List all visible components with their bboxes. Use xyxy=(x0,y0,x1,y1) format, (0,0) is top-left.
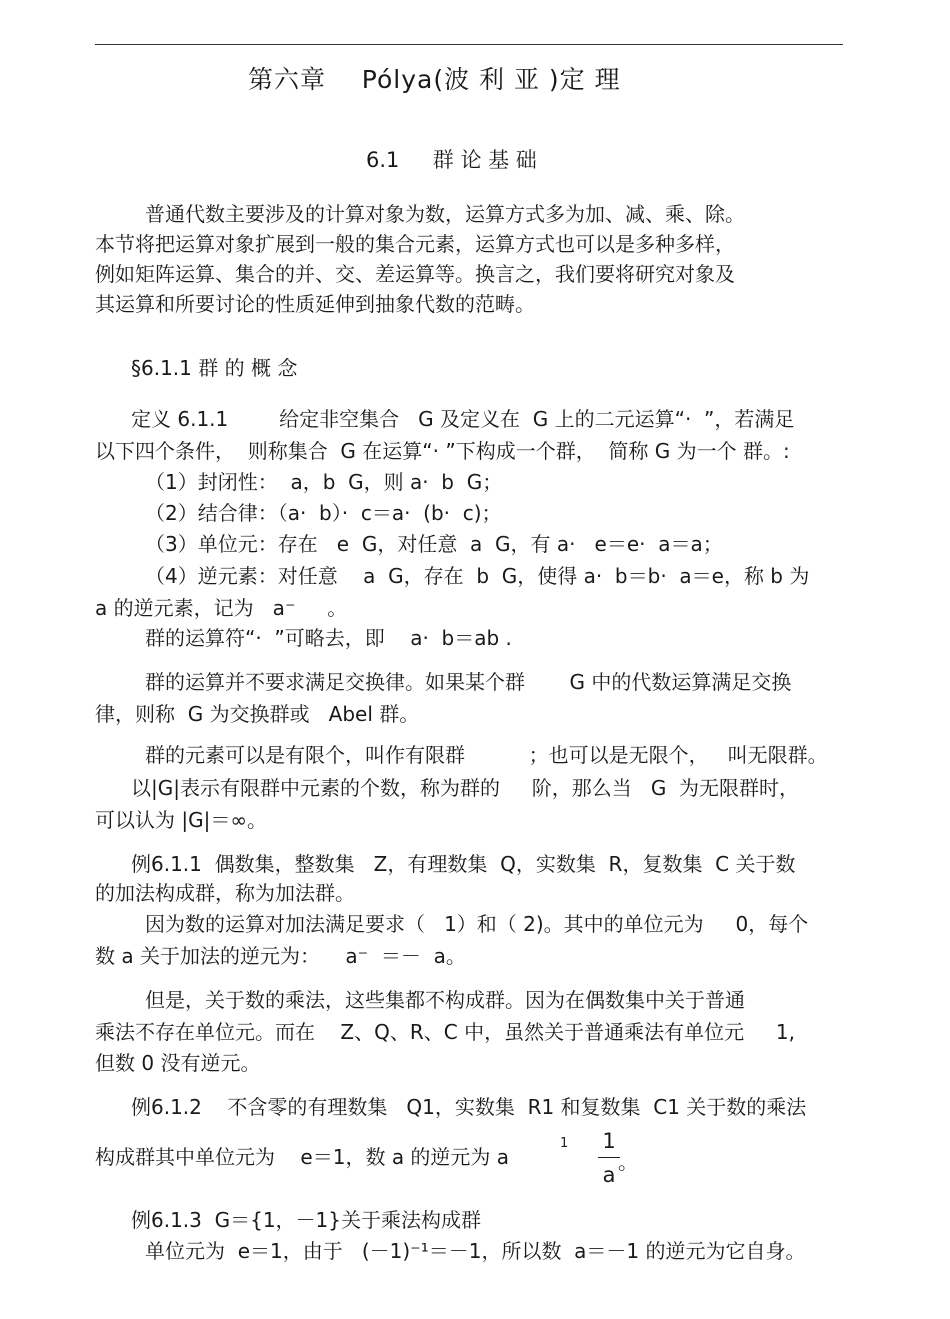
definition-line: 以下四个条件， 则称集合 G 在运算“· ”下构成一个群， 简称 G 为一个 群。: xyxy=(95,439,790,463)
fraction-bar xyxy=(598,1157,620,1158)
commutative-line: 群的运算并不要求满足交换律。如果某个群 G 中的代数运算满足交换 xyxy=(145,670,792,694)
operator-omit-line: 群的运算符“· ”可略去，即 a· b＝ab . xyxy=(145,626,512,650)
example-6-1-1-line: 例6.1.1 偶数集，整数集 Z，有理数集 Q，实数集 R，复数集 C 关于数 xyxy=(131,852,796,876)
intro-line: 例如矩阵运算、集合的并、交、差运算等。换言之，我们要将研究对象及 xyxy=(95,262,735,286)
intro-line: 其运算和所要讨论的性质延伸到抽象代数的范畴。 xyxy=(95,292,535,316)
group-order-line: 可以认为 |G|＝∞。 xyxy=(95,808,267,832)
fraction-denominator: a xyxy=(602,1163,616,1187)
inverse-superscript: 1 xyxy=(560,1136,569,1151)
condition-closure: （1）封闭性： a，b G，则 a· b G； xyxy=(145,470,503,494)
definition-line: 定义 6.1.1 给定非空集合 G 及定义在 G 上的二元运算“· ”，若满足 xyxy=(131,407,795,431)
reciprocal-fraction xyxy=(598,1128,620,1188)
multiplication-line: 但是，关于数的乘法，这些集都不构成群。因为在偶数集中关于普通 xyxy=(145,988,745,1012)
fraction-period: 。 xyxy=(618,1150,638,1174)
intro-line: 普通代数主要涉及的计算对象为数，运算方式多为加、减、乘、除。 xyxy=(145,202,745,226)
header-rule xyxy=(95,44,843,45)
inverse-notation-line: a 的逆元素，记为 a⁻ 。 xyxy=(95,596,348,620)
intro-line: 本节将把运算对象扩展到一般的集合元素，运算方式也可以是多种多样， xyxy=(95,232,735,256)
example-6-1-3-line: 例6.1.3 G＝{1，－1}关于乘法构成群 xyxy=(131,1208,481,1232)
example-6-1-1-line: 数 a 关于加法的逆元为： a⁻ ＝－ a。 xyxy=(95,944,466,968)
subsection-title: §6.1.1 群 的 概 念 xyxy=(131,356,298,380)
example-6-1-1-line: 因为数的运算对加法满足要求（ 1）和（ 2)。其中的单位元为 0，每个 xyxy=(145,912,809,936)
condition-inverse: （4）逆元素：对任意 a G，存在 b G，使得 a· b＝b· a＝e，称 b 为 xyxy=(145,564,810,588)
example-6-1-3-line: 单位元为 e＝1，由于 (－1)⁻¹＝－1，所以数 a＝－1 的逆元为它自身。 xyxy=(145,1239,806,1263)
group-order-line: 以|G|表示有限群中元素的个数，称为群的 阶，那么当 G 为无限群时， xyxy=(131,776,800,800)
group-order-line: 群的元素可以是有限个，叫作有限群 ；也可以是无限个， 叫无限群。 xyxy=(145,743,828,767)
example-6-1-1-line: 的加法构成群，称为加法群。 xyxy=(95,881,355,905)
commutative-line: 律，则称 G 为交换群或 Abel 群。 xyxy=(95,702,420,726)
multiplication-line: 乘法不存在单位元。而在 Z、Q、R、C 中，虽然关于普通乘法有单位元 1, xyxy=(95,1020,795,1044)
fraction-numerator: 1 xyxy=(602,1129,616,1153)
condition-associativity: （2）结合律：（a· b）· c＝a· (b· c)； xyxy=(145,501,502,525)
example-6-1-2-line: 例6.1.2 不含零的有理数集 Q1，实数集 R1 和复数集 C1 关于数的乘法 xyxy=(131,1095,807,1119)
chapter-title: 第六章 Pólya(波 利 亚 )定 理 xyxy=(248,65,621,94)
condition-identity: （3）单位元：存在 e G，对任意 a G，有 a· e＝e· a＝a； xyxy=(145,532,723,556)
multiplication-line: 但数 0 没有逆元。 xyxy=(95,1051,261,1075)
example-6-1-2-line: 构成群其中单位元为 e＝1，数 a 的逆元为 a xyxy=(95,1145,510,1169)
section-title: 6.1 群 论 基 础 xyxy=(366,148,537,172)
